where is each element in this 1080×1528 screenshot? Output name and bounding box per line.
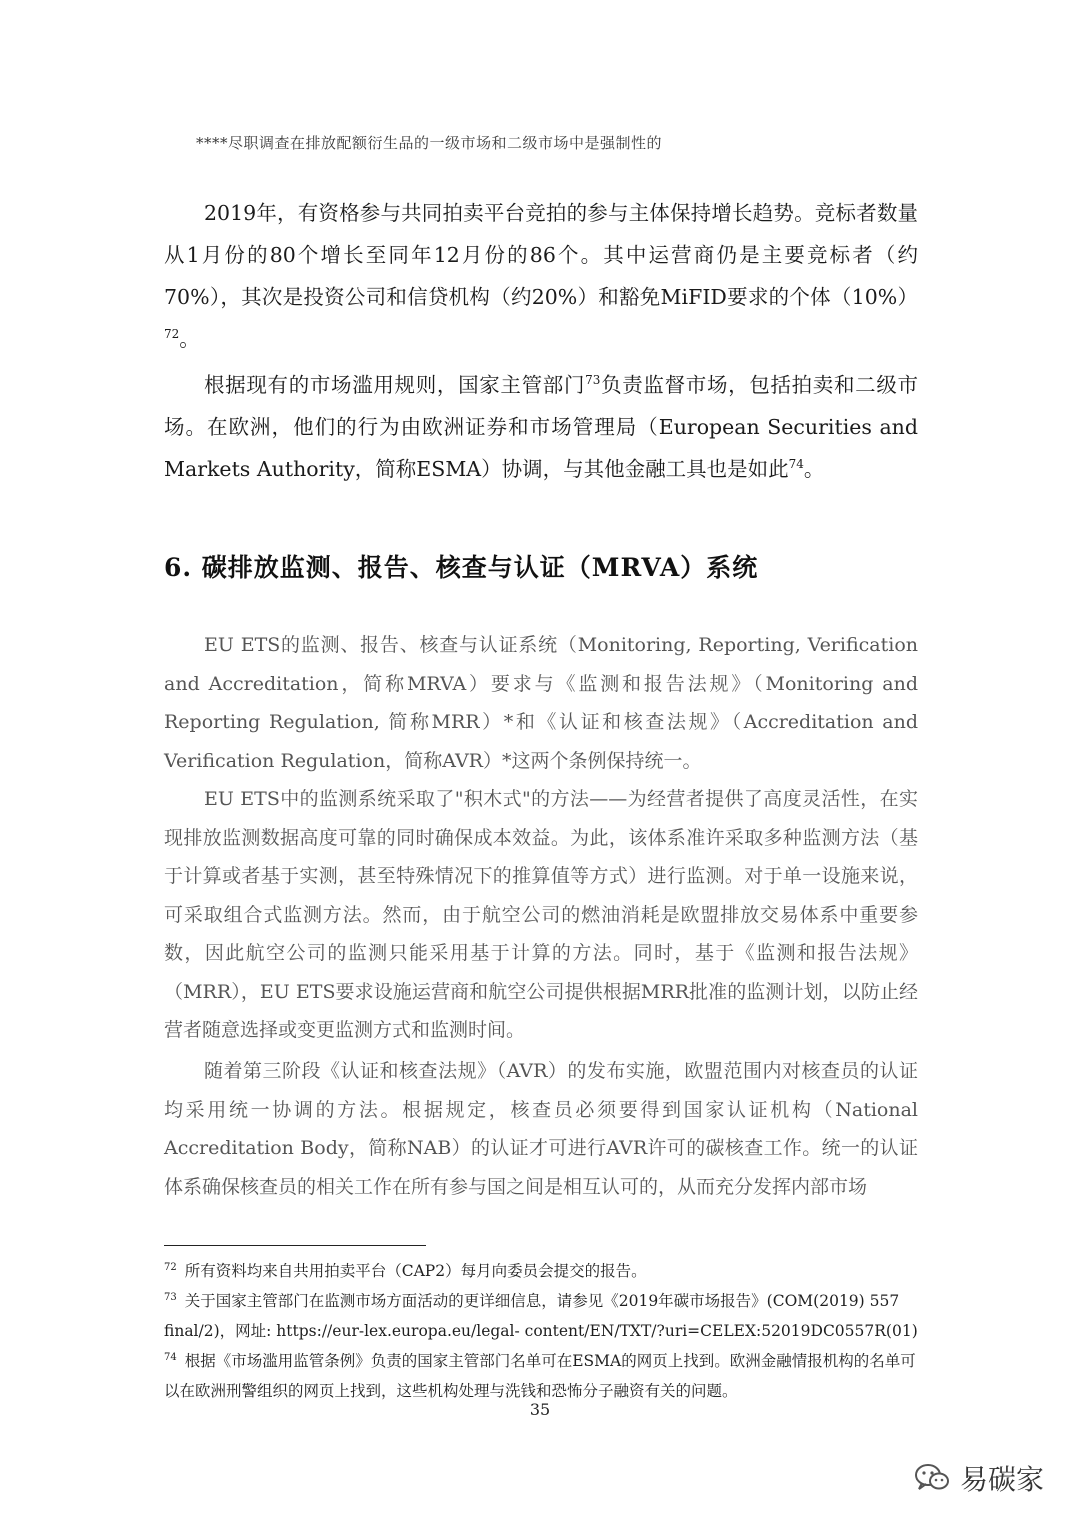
paragraph-text: 2019年，有资格参与共同拍卖平台竞拍的参与主体保持增长趋势。竞标者数量从1月份的80个增长至同年12月份的86个。其中运营商仍是主要竞标者（约70%），其次是投资公司和信贷机构（约20%）和豁免MiFID要求的个体（10%） <box>164 201 918 309</box>
footnote-ref-72[interactable]: 72 <box>164 327 180 342</box>
footnote-ref-74[interactable]: 74 <box>788 457 804 472</box>
paragraph-text: 负责监督市场，包括拍卖和二级市场。在欧洲，他们的行为由欧洲证券和市场管理局（European Securities and Markets Authority，简称ESMA）协调，与其他金融工具也是如此 <box>164 373 919 481</box>
wechat-icon <box>914 1463 950 1493</box>
paragraph-mrva-system: EU ETS的监测、报告、核查与认证系统（Monitoring, Reporting, Verification and Accreditation，简称MRVA）要求与《监测和报告法规》（Monitoring and Reporting Regulation, 简称MRR）*和《认证和核查法规》（Accreditation and Verification Regulation，简称AVR）*这两个条例保持统一。 <box>164 634 918 772</box>
paragraph-verifier-accreditation: 随着第三阶段《认证和核查法规》（AVR）的发布实施，欧盟范围内对核查员的认证均采用统一协调的方法。根据规定，核查员必须要得到国家认证机构（National Accreditation Body，简称NAB）的认证才可进行AVR许可的碳核查工作。统一的认证体系确保核查员的相关工作在所有参与国之间是相互认可的，从而充分发挥内部市场 <box>164 1060 918 1198</box>
paragraph-end: 。 <box>179 327 200 351</box>
paragraph-market-abuse <box>164 364 918 490</box>
footnotes <box>164 1256 920 1406</box>
section-heading: 6. 碳排放监测、报告、核查与认证（MRVA）系统 <box>164 553 759 582</box>
footnote-number: 72 <box>164 1261 177 1273</box>
paragraph-end: 。 <box>803 457 825 481</box>
footnote-number: 73 <box>164 1291 177 1303</box>
paragraph-text: 根据现有的市场滥用规则，国家主管部门 <box>204 373 586 397</box>
footnote-number: 74 <box>164 1351 177 1363</box>
paragraph-monitoring-approach: EU ETS中的监测系统采取了"积木式"的方法——为经营者提供了高度灵活性，在实现排放监测数据高度可靠的同时确保成本效益。为此，该体系准许采取多种监测方法（基于计算或者基于实测，甚至特殊情况下的推算值等方式）进行监测。对于单一设施来说，可采取组合式监测方法。然而，由于航空公司的燃油消耗是欧盟排放交易体系中重要参数，因此航空公司的监测只能采用基于计算的方法。同时，基于《监测和报告法规》（MRR），EU ETS要求设施运营商和航空公司提供根据MRR批准的监测计划，以防止经营者随意选择或变更监测方式和监测时间。 <box>164 788 918 1041</box>
watermark-text: 易碳家 <box>959 1463 1044 1496</box>
footnote-ref-73[interactable]: 73 <box>585 373 601 388</box>
page-number: 35 <box>529 1400 551 1419</box>
footnote-72 <box>164 1256 920 1286</box>
paragraph-auction-participants <box>164 192 918 360</box>
top-note: ****尽职调查在排放配额衍生品的一级市场和二级市场中是强制性的 <box>196 134 663 152</box>
footnote-74 <box>164 1346 920 1406</box>
footnote-text: 关于国家主管部门在监测市场方面活动的更详细信息，请参见《2019年碳市场报告》(COM(2019) 557 final/2)，网址: https://eur-lex.europa.eu/legal- content/EN/TXT/?uri=CELEX:52019DC0557R(01) <box>164 1292 918 1340</box>
watermark <box>914 1458 1044 1498</box>
footnote-text: 所有资料均来自共用拍卖平台（CAP2）每月向委员会提交的报告。 <box>184 1262 647 1280</box>
footnote-73 <box>164 1286 920 1346</box>
footnote-text: 根据《市场滥用监管条例》负责的国家主管部门名单可在ESMA的网页上找到。欧洲金融情报机构的名单可以在欧洲刑警组织的网页上找到，这些机构处理与洗钱和恐怖分子融资有关的问题。 <box>164 1352 916 1400</box>
footnote-divider <box>164 1245 426 1246</box>
